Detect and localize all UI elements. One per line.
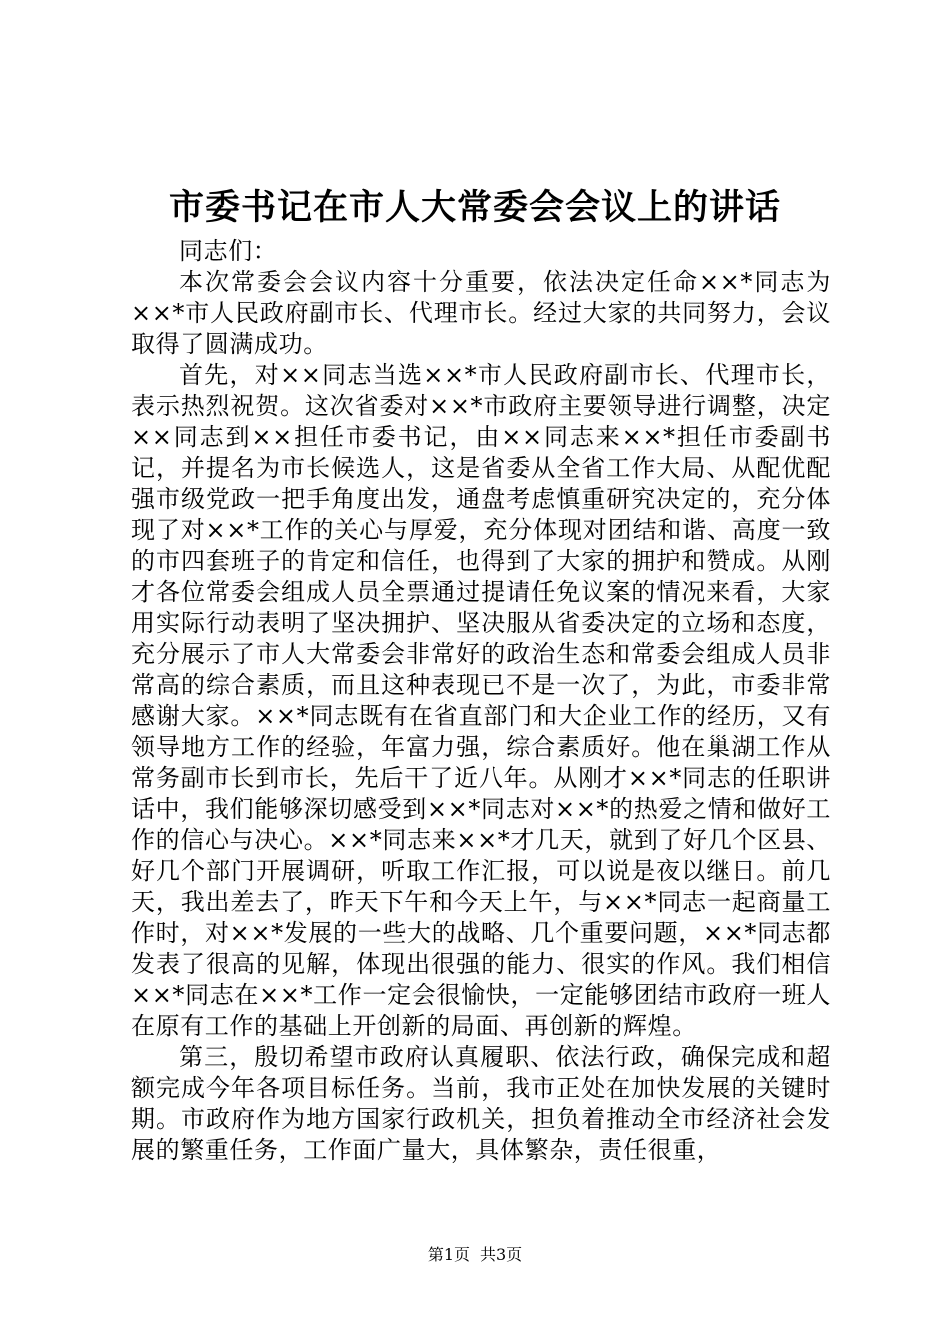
page-number: 第1页 bbox=[427, 1245, 470, 1264]
page-footer bbox=[0, 1244, 950, 1266]
document-body bbox=[131, 236, 831, 1166]
body-paragraph: 本次常委会会议内容十分重要，依法决定任命××*同志为××*市人民政府副市长、代理市长。经过大家的共同努力，会议取得了圆满成功。 bbox=[131, 268, 831, 358]
body-paragraph: 第三，殷切希望市政府认真履职、依法行政，确保完成和超额完成今年各项目标任务。当前，我市正处在加快发展的关键时期。市政府作为地方国家行政机关，担负着推动全市经济社会发展的繁重任务，工作面广量大，具体繁杂，责任很重， bbox=[131, 1043, 831, 1164]
body-paragraph: 首先，对××同志当选××*市人民政府副市长、代理市长，表示热烈祝贺。这次省委对××*市政府主要领导进行调整，决定××同志到××担任市委书记，由××同志来××*担任市委副书记，并提名为市长候选人，这是省委从全省工作大局、从配优配强市级党政一把手角度出发，通盘考虑慎重研究决定的，充分体现了对××*工作的关心与厚爱，充分体现对团结和谐、高度一致的市四套班子的肯定和信任，也得到了大家的拥护和赞成。从刚才各位常委会组成人员全票通过提请任免议案的情况来看，大家用实际行动表明了坚决拥护、坚决服从省委决定的立场和态度，充分展示了市人大常委会非常好的政治生态和常委会组成人员非常高的综合素质，而且这种表现已不是一次了，为此，市委非常感谢大家。××*同志既有在省直部门和大企业工作的经历，又有领导地方工作的经验，年富力强，综合素质好。他在巢湖工作从常务副市长到市长，先后干了近八年。从刚才××*同志的任职讲话中，我们能够深切感受到××*同志对××*的热爱之情和做好工作的信心与决心。××*同志来××*才几天，就到了好几个区县、好几个部门开展调研，听取工作汇报，可以说是夜以继日。前几天，我出差去了，昨天下午和今天上午，与××*同志一起商量工作时，对××*发展的一些大的战略、几个重要问题，××*同志都发表了很高的见解，体现出很强的能力、很实的作风。我们相信××*同志在××*工作一定会很愉快，一定能够团结市政府一班人在原有工作的基础上开创新的局面、再创新的辉煌。 bbox=[131, 361, 831, 1040]
document-title: 市委书记在市人大常委会会议上的讲话 bbox=[168, 187, 781, 228]
salutation-paragraph: 同志们： bbox=[179, 237, 278, 265]
page-total: 共3页 bbox=[480, 1245, 523, 1264]
